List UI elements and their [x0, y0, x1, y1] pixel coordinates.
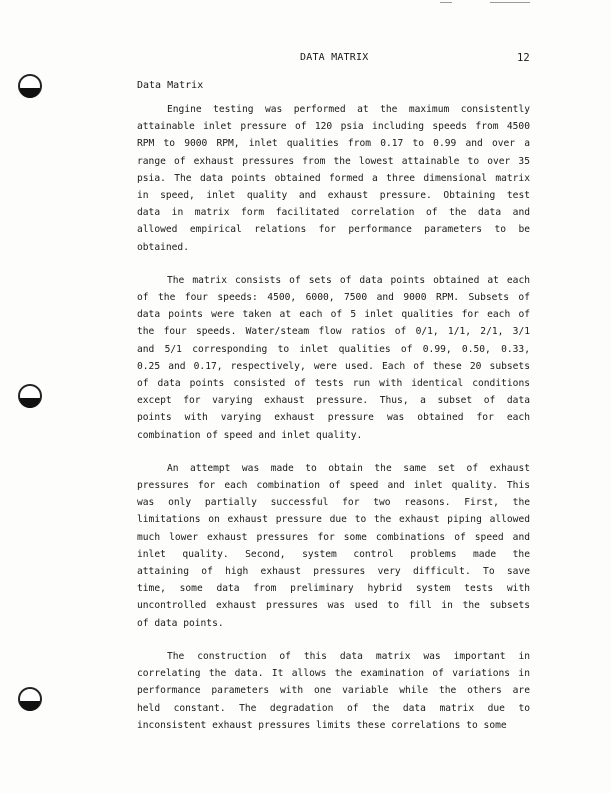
text-line: attainable inlet pressure of 120 psia including speeds from 4500	[137, 121, 530, 133]
text-line: held constant. The degradation of the data matrix due to	[137, 702, 530, 714]
text-line: the four speeds. Water/steam flow ratios of 0/1, 1/1, 2/1, 3/1	[137, 326, 530, 338]
paragraph	[137, 101, 530, 256]
text-line: inlet quality. Second, system control problems made the	[137, 548, 530, 560]
punch-hole-icon	[17, 383, 43, 409]
text-line: much lower exhaust pressures for some combinations of speed and	[137, 531, 530, 543]
text-line: attaining of high exhaust pressures very difficult. To save	[137, 566, 530, 578]
paragraph	[137, 272, 530, 444]
text-line: range of exhaust pressures from the lowest attainable to over 35	[137, 155, 530, 167]
text-line: The matrix consists of sets of data points obtained at each	[167, 274, 530, 286]
scan-mark	[490, 2, 530, 3]
scan-mark	[440, 2, 452, 3]
text-line: of data points consisted of tests run with identical conditions	[137, 378, 530, 390]
text-line: except for varying exhaust pressure. Thus, a subset of data	[137, 395, 530, 407]
punch-hole-icon	[17, 686, 43, 712]
text-line: 0.25 and 0.17, respectively, were used. Each of these 20 subsets	[137, 360, 530, 372]
text-line: data points were taken at each of 5 inlet qualities for each of	[137, 309, 530, 321]
text-line: points with varying exhaust pressure was obtained for each	[137, 412, 530, 424]
text-line: limitations on exhaust pressure due to the exhaust piping allowed	[137, 514, 530, 526]
text-line: An attempt was made to obtain the same set of exhaust	[167, 462, 530, 474]
text-line: inconsistent exhaust pressures limits these correlations to some	[137, 719, 507, 731]
text-line: time, some data from preliminary hybrid system tests with	[137, 583, 530, 595]
punch-hole-icon	[17, 73, 43, 99]
text-line: allowed empirical relations for performance parameters to be	[137, 224, 530, 236]
text-line: data in matrix form facilitated correlation of the data and	[137, 207, 530, 219]
text-line: Engine testing was performed at the maximum consistently	[167, 104, 530, 115]
text-line: of the four speeds: 4500, 6000, 7500 and 9000 RPM. Subsets of	[137, 292, 530, 304]
text-line: was only partially successful for two reasons. First, the	[137, 497, 530, 509]
section-heading: Data Matrix	[137, 80, 204, 91]
page-number: 12	[517, 52, 530, 64]
paragraph	[137, 648, 530, 734]
text-line: psia. The data points obtained formed a three dimensional matrix	[137, 172, 530, 184]
text-line: correlating the data. It allows the examination of variations in	[137, 668, 530, 680]
text-line: obtained.	[137, 241, 189, 253]
body-text	[137, 101, 530, 750]
text-line: RPM to 9000 RPM, inlet qualities from 0.17 to 0.99 and over a	[137, 138, 530, 150]
text-line: of data points.	[137, 617, 224, 629]
text-line: in speed, inlet quality and exhaust pressure. Obtaining test	[137, 190, 530, 202]
text-line: pressures for each combination of speed and inlet quality. This	[137, 480, 530, 492]
text-line: The construction of this data matrix was important in	[167, 650, 530, 662]
paragraph	[137, 460, 530, 632]
running-header-title: DATA MATRIX	[300, 52, 369, 63]
text-line: performance parameters with one variable while the others are	[137, 685, 530, 697]
text-line: and 5/1 corresponding to inlet qualities of 0.99, 0.50, 0.33,	[137, 343, 530, 355]
text-line: combination of speed and inlet quality.	[137, 429, 363, 441]
text-line: uncontrolled exhaust pressures was used to fill in the subsets	[137, 600, 530, 612]
